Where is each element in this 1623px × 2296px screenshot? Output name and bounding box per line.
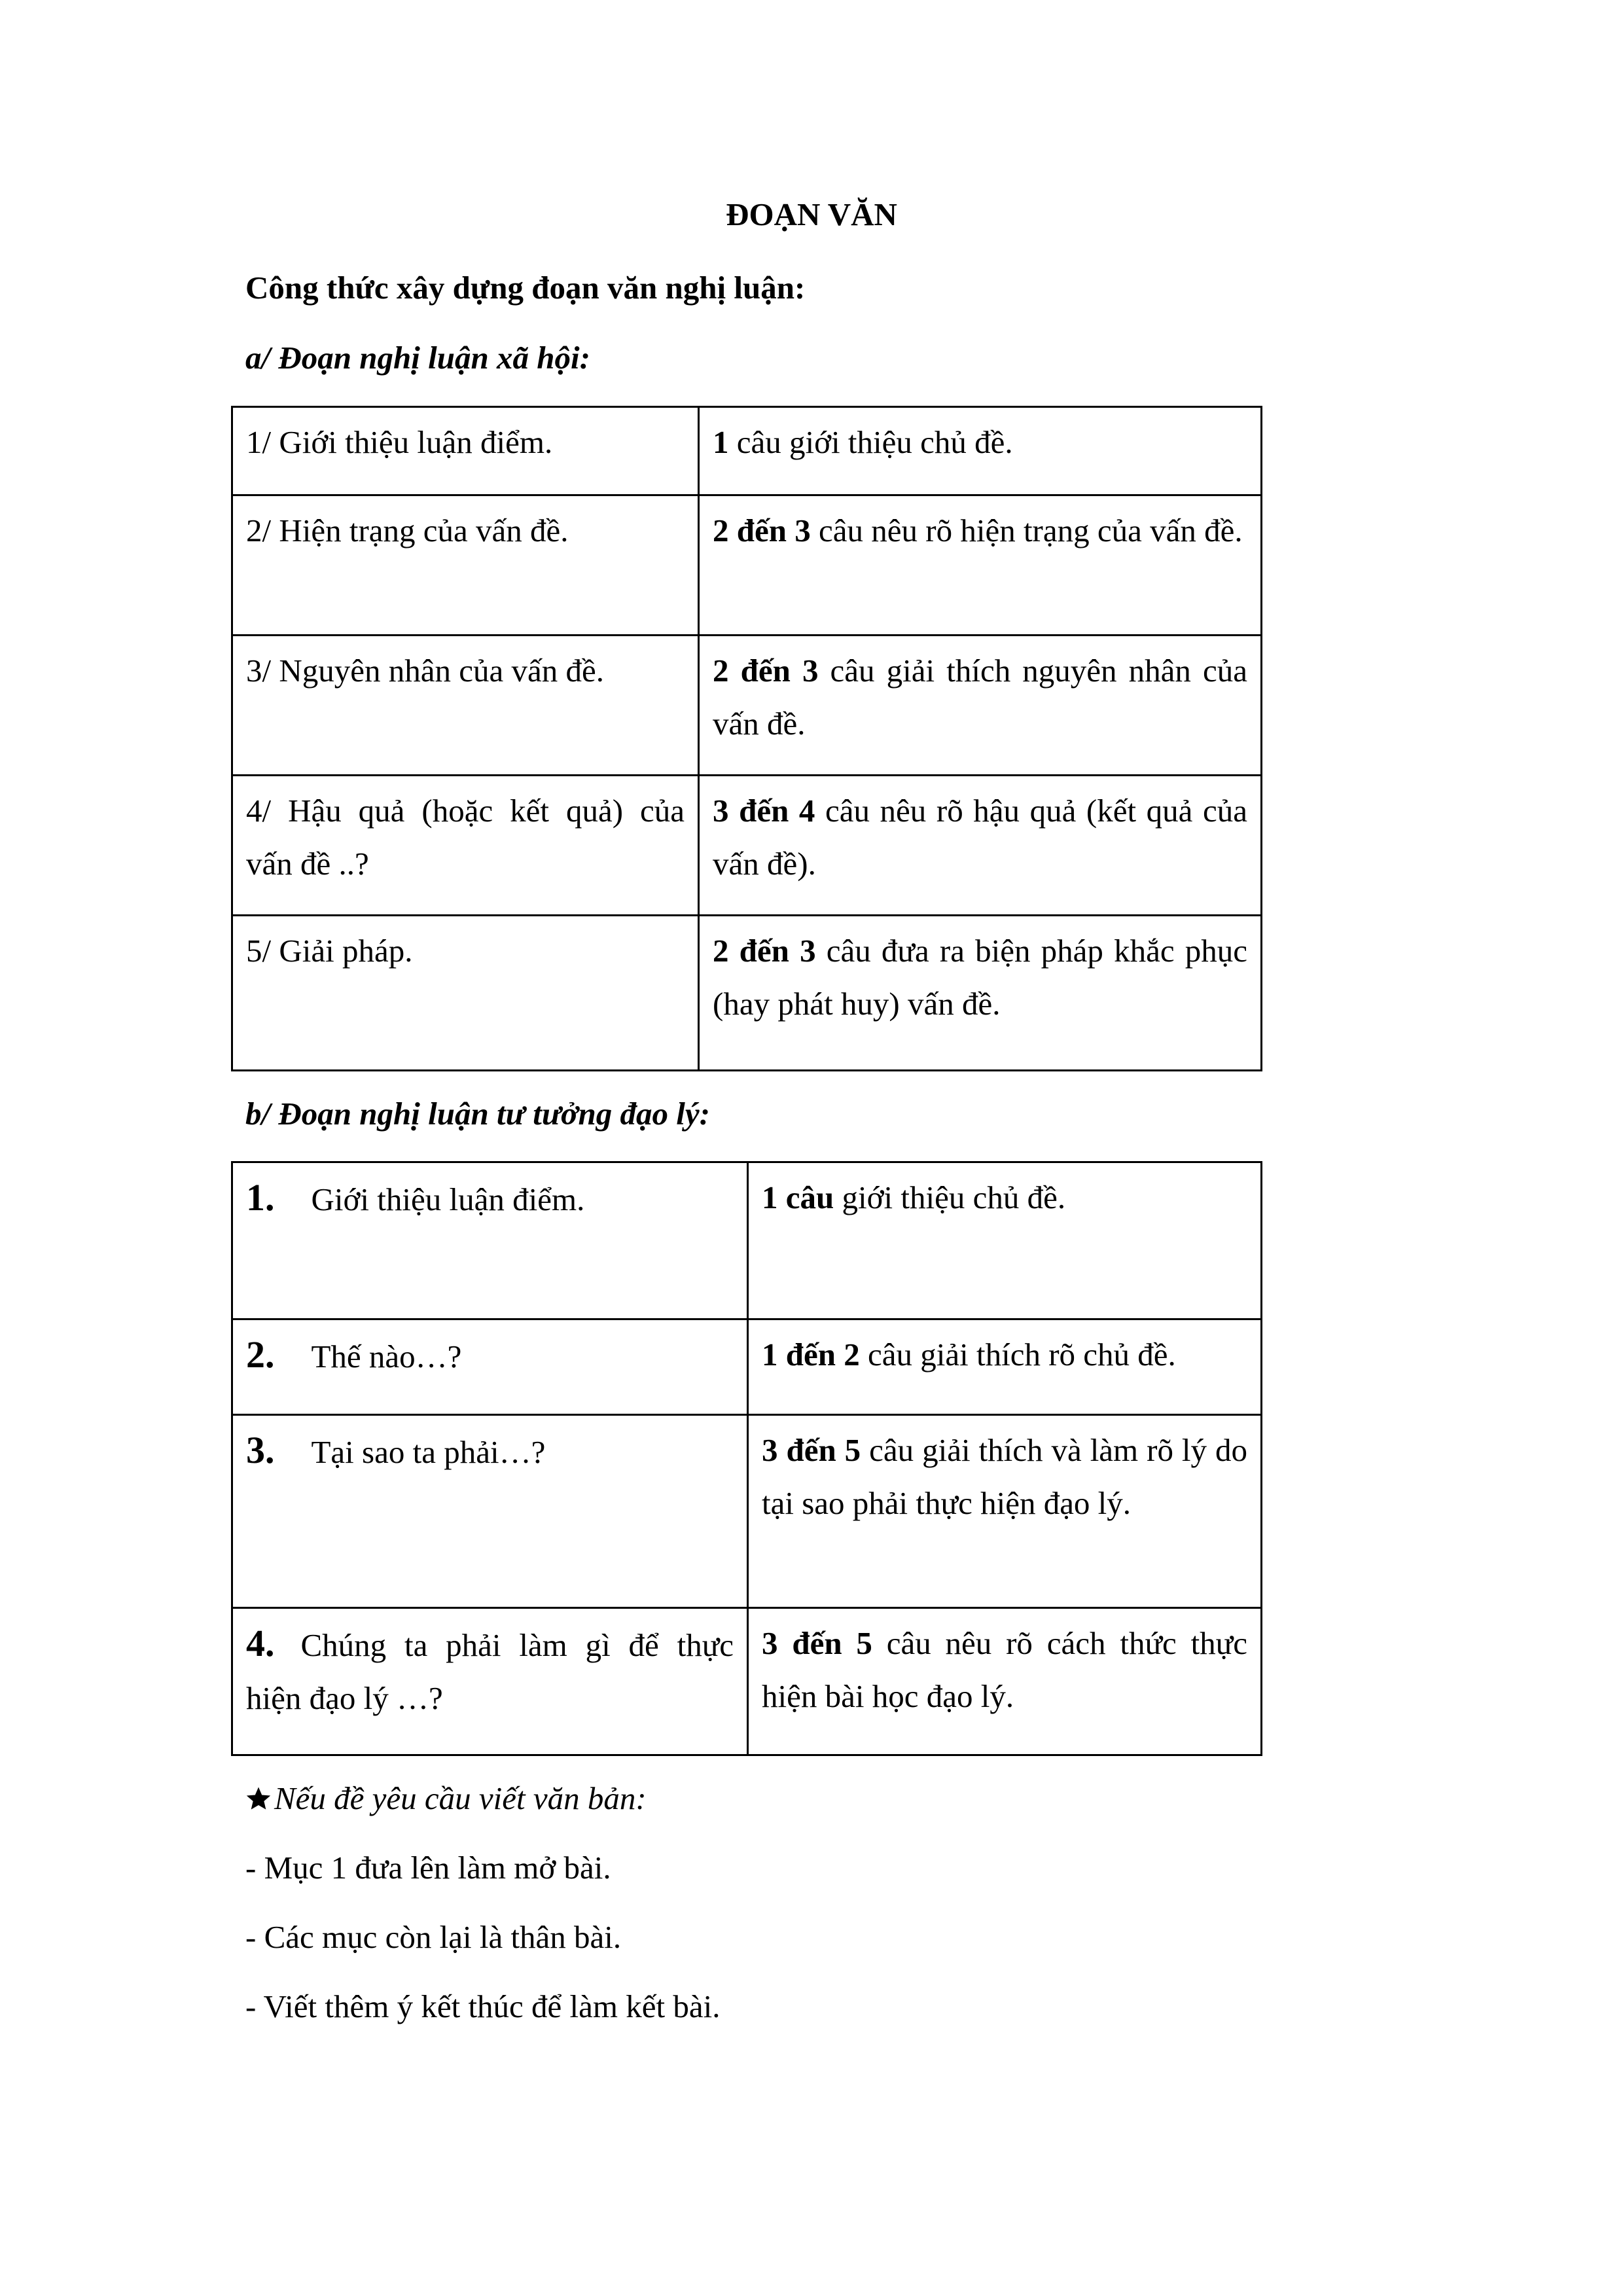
table-cell-left: 5/ Giải pháp. bbox=[232, 916, 699, 1071]
cell-bold-text: 2 đến 3 bbox=[713, 653, 819, 689]
cell-text: câu nêu rõ hậu quả (kết quả của vấn đề). bbox=[713, 793, 1247, 882]
table-cell-right bbox=[748, 1319, 1262, 1415]
social-argument-table bbox=[231, 406, 1262, 1071]
table-cell-left: 2/ Hiện trạng của vấn đề. bbox=[232, 495, 699, 636]
notes-intro bbox=[245, 1779, 647, 1818]
cell-text: câu nêu rõ cách thức thực hiện bài học đạo lý. bbox=[762, 1625, 1247, 1714]
table-cell-left bbox=[232, 1608, 748, 1755]
page-title: ĐOẠN VĂN bbox=[726, 196, 897, 232]
cell-text: câu giải thích nguyên nhân của vấn đề. bbox=[713, 653, 1247, 742]
table-cell-left: 4/ Hậu quả (hoặc kết quả) của vấn đề ..? bbox=[232, 776, 699, 916]
cell-text: câu đưa ra biện pháp khắc phục (hay phát huy) vấn đề. bbox=[713, 933, 1247, 1022]
cell-bold-text: 2 đến 3 bbox=[713, 933, 816, 969]
cell-text: giới thiệu chủ đề. bbox=[834, 1179, 1066, 1215]
table-cell-left bbox=[232, 1162, 748, 1319]
table-cell-left bbox=[232, 1319, 748, 1415]
section-b-heading: b/ Đoạn nghị luận tư tưởng đạo lý: bbox=[245, 1096, 710, 1132]
notes-intro-text: Nếu đề yêu cầu viết văn bản: bbox=[274, 1780, 647, 1816]
moral-argument-table bbox=[231, 1161, 1262, 1756]
table-cell-right bbox=[748, 1162, 1262, 1319]
cell-text: câu giải thích và làm rõ lý do tại sao phải thực hiện đạo lý. bbox=[762, 1432, 1247, 1521]
row-number: 3. bbox=[246, 1429, 275, 1471]
cell-bold-text: 3 đến 4 bbox=[713, 793, 815, 829]
cell-text: Thế nào…? bbox=[311, 1338, 462, 1374]
table-cell-right bbox=[699, 916, 1262, 1071]
cell-bold-text: 1 câu bbox=[762, 1179, 834, 1215]
row-number: 2. bbox=[246, 1333, 275, 1376]
table-cell-right bbox=[699, 776, 1262, 916]
cell-bold-text: 1 đến 2 bbox=[762, 1336, 860, 1372]
cell-text: câu nêu rõ hiện trạng của vấn đề. bbox=[810, 512, 1243, 548]
table-row bbox=[232, 916, 1262, 1071]
table-cell-right bbox=[699, 495, 1262, 636]
section-a-heading: a/ Đoạn nghị luận xã hội: bbox=[245, 340, 590, 376]
row-number: 4. bbox=[246, 1622, 275, 1664]
cell-text: Tại sao ta phải…? bbox=[311, 1434, 546, 1470]
table-cell-right bbox=[699, 407, 1262, 495]
cell-text: Chúng ta phải làm gì để thực hiện đạo lý …? bbox=[246, 1627, 734, 1716]
cell-text: câu giải thích rõ chủ đề. bbox=[859, 1336, 1176, 1372]
table-cell-right bbox=[699, 636, 1262, 776]
cell-bold-text: 3 đến 5 bbox=[762, 1432, 861, 1468]
cell-text: Giới thiệu luận điểm. bbox=[311, 1181, 585, 1217]
star-icon bbox=[245, 1785, 272, 1812]
table-cell-right bbox=[748, 1415, 1262, 1608]
note-item: - Mục 1 đưa lên làm mở bài. bbox=[245, 1850, 611, 1886]
table-row bbox=[232, 1608, 1262, 1755]
table-row bbox=[232, 1162, 1262, 1319]
cell-bold-text: 2 đến 3 bbox=[713, 512, 811, 548]
cell-text: câu giới thiệu chủ đề. bbox=[728, 424, 1013, 460]
table-cell-right bbox=[748, 1608, 1262, 1755]
table-row bbox=[232, 407, 1262, 495]
row-number: 1. bbox=[246, 1176, 275, 1219]
table-cell-left: 3/ Nguyên nhân của vấn đề. bbox=[232, 636, 699, 776]
table-row bbox=[232, 495, 1262, 636]
note-item: - Viết thêm ý kết thúc để làm kết bài. bbox=[245, 1988, 721, 2024]
note-item: - Các mục còn lại là thân bài. bbox=[245, 1919, 622, 1955]
formula-heading: Công thức xây dựng đoạn văn nghị luận: bbox=[245, 270, 806, 306]
table-cell-left: 1/ Giới thiệu luận điểm. bbox=[232, 407, 699, 495]
table-cell-left bbox=[232, 1415, 748, 1608]
cell-bold-text: 1 bbox=[713, 424, 729, 460]
table-row bbox=[232, 1319, 1262, 1415]
table-row bbox=[232, 1415, 1262, 1608]
table-row bbox=[232, 776, 1262, 916]
table-row bbox=[232, 636, 1262, 776]
cell-bold-text: 3 đến 5 bbox=[762, 1625, 872, 1661]
